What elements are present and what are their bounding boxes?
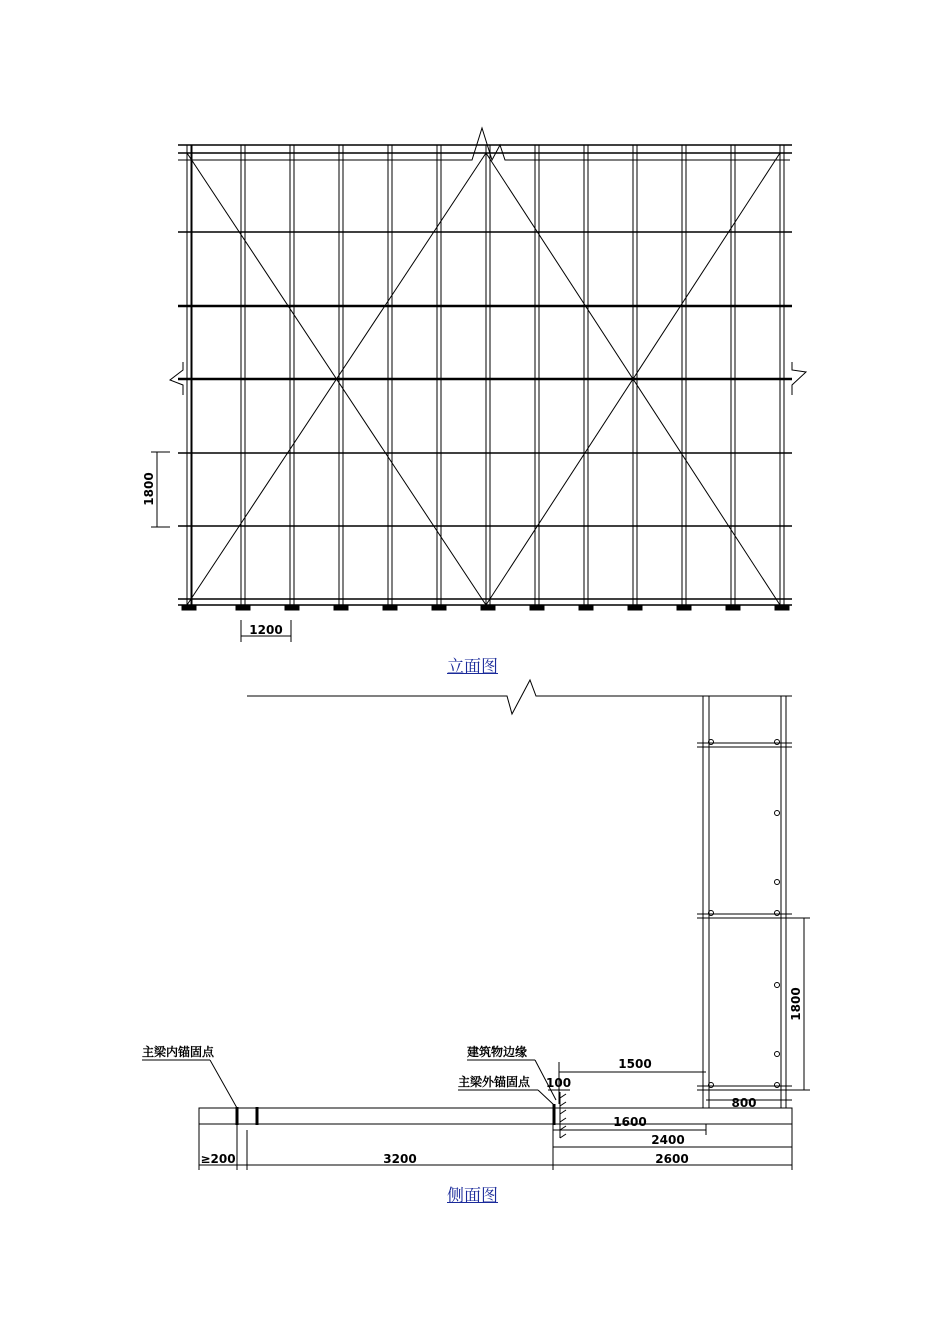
base-plate — [628, 606, 642, 610]
base-plate — [530, 606, 544, 610]
dim-1600-text: 1600 — [613, 1115, 647, 1129]
dim-200-text: ≥200 — [200, 1152, 236, 1166]
base-plate — [775, 606, 789, 610]
side-view-caption[interactable]: 侧面图 — [447, 1186, 498, 1206]
base-plate — [432, 606, 446, 610]
dim-2600-text: 2600 — [655, 1152, 689, 1166]
base-plate — [236, 606, 250, 610]
outer-anchor-label: 主梁外锚固点 — [458, 1075, 531, 1089]
ledger — [697, 1086, 792, 1090]
building-break-line — [247, 680, 792, 714]
right-break-mark — [792, 362, 806, 395]
side-view — [142, 680, 810, 1170]
dim-1800-elev-text: 1800 — [142, 472, 156, 506]
dim-800-text: 800 — [731, 1096, 757, 1110]
ledger — [697, 914, 792, 918]
building-edge-hatch — [560, 1092, 566, 1138]
base-plate — [579, 606, 593, 610]
base-plate — [383, 606, 397, 610]
dim-1200-elev-text: 1200 — [249, 623, 283, 637]
scaffold-grid — [178, 145, 792, 610]
base-plate — [677, 606, 691, 610]
base-plate — [481, 606, 495, 610]
elevation-caption[interactable]: 立面图 — [447, 657, 498, 677]
main-beam — [199, 1108, 792, 1124]
building-edge-label: 建筑物边缘 — [467, 1045, 528, 1059]
dim-1800-side-text: 1800 — [789, 987, 803, 1021]
base-plate — [285, 606, 299, 610]
base-plate — [334, 606, 348, 610]
inner-anchor-label: 主梁内锚固点 — [142, 1045, 215, 1059]
dim-1500-text: 1500 — [618, 1057, 652, 1071]
dim-3200-text: 3200 — [383, 1152, 417, 1166]
ledger — [697, 743, 792, 747]
base-plate — [182, 606, 196, 610]
elevation-view — [151, 128, 806, 642]
bottom-dimensions — [199, 1124, 792, 1170]
dim-2400-text: 2400 — [651, 1133, 685, 1147]
base-plate — [726, 606, 740, 610]
dim-100-text: 100 — [546, 1076, 572, 1090]
